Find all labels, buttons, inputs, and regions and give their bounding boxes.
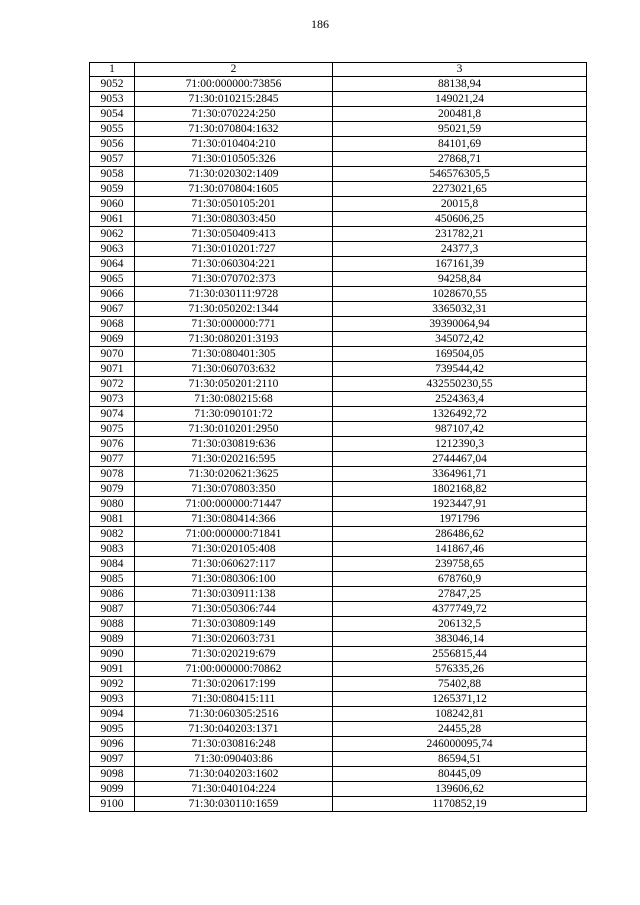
table-header-row <box>90 63 587 77</box>
row-number-cell: 9058 <box>90 167 135 182</box>
cadastral-number-cell: 71:30:030809:149 <box>135 617 333 632</box>
table-row <box>90 782 587 797</box>
row-number-cell: 9084 <box>90 557 135 572</box>
cadastral-number-cell: 71:30:060304:221 <box>135 257 333 272</box>
row-number-cell: 9063 <box>90 242 135 257</box>
table-row <box>90 647 587 662</box>
table-row <box>90 587 587 602</box>
table-row <box>90 482 587 497</box>
row-number-cell: 9070 <box>90 347 135 362</box>
row-number-cell: 9083 <box>90 542 135 557</box>
table-row <box>90 722 587 737</box>
row-number-cell: 9075 <box>90 422 135 437</box>
table-row <box>90 797 587 812</box>
value-cell: 84101,69 <box>333 137 587 152</box>
cadastral-number-cell: 71:30:080401:305 <box>135 347 333 362</box>
row-number-cell: 9077 <box>90 452 135 467</box>
row-number-cell: 9071 <box>90 362 135 377</box>
row-number-cell: 9067 <box>90 302 135 317</box>
cadastral-number-cell: 71:30:020621:3625 <box>135 467 333 482</box>
value-cell: 1170852,19 <box>333 797 587 812</box>
row-number-cell: 9094 <box>90 707 135 722</box>
value-cell: 2556815,44 <box>333 647 587 662</box>
table-body <box>90 77 587 812</box>
table-row <box>90 677 587 692</box>
row-number-cell: 9053 <box>90 92 135 107</box>
row-number-cell: 9068 <box>90 317 135 332</box>
value-cell: 383046,14 <box>333 632 587 647</box>
row-number-cell: 9069 <box>90 332 135 347</box>
value-cell: 94258,84 <box>333 272 587 287</box>
row-number-cell: 9081 <box>90 512 135 527</box>
value-cell: 239758,65 <box>333 557 587 572</box>
table-row <box>90 92 587 107</box>
row-number-cell: 9061 <box>90 212 135 227</box>
table-row <box>90 257 587 272</box>
value-cell: 86594,51 <box>333 752 587 767</box>
cadastral-number-cell: 71:30:080414:366 <box>135 512 333 527</box>
value-cell: 345072,42 <box>333 332 587 347</box>
cadastral-number-cell: 71:30:030110:1659 <box>135 797 333 812</box>
value-cell: 20015,8 <box>333 197 587 212</box>
value-cell: 576335,26 <box>333 662 587 677</box>
cadastral-number-cell: 71:00:000000:73856 <box>135 77 333 92</box>
row-number-cell: 9095 <box>90 722 135 737</box>
table-row <box>90 512 587 527</box>
table-row <box>90 752 587 767</box>
value-cell: 546576305,5 <box>333 167 587 182</box>
table-row <box>90 527 587 542</box>
table-row <box>90 767 587 782</box>
row-number-cell: 9085 <box>90 572 135 587</box>
table-row <box>90 392 587 407</box>
table-row <box>90 377 587 392</box>
cadastral-number-cell: 71:30:020617:199 <box>135 677 333 692</box>
cadastral-number-cell: 71:30:060305:2516 <box>135 707 333 722</box>
cadastral-number-cell: 71:30:010201:727 <box>135 242 333 257</box>
cadastral-number-cell: 71:30:020603:731 <box>135 632 333 647</box>
value-cell: 139606,62 <box>333 782 587 797</box>
table-row <box>90 347 587 362</box>
table-row <box>90 167 587 182</box>
row-number-cell: 9080 <box>90 497 135 512</box>
value-cell: 1212390,3 <box>333 437 587 452</box>
value-cell: 27868,71 <box>333 152 587 167</box>
row-number-cell: 9096 <box>90 737 135 752</box>
cadastral-number-cell: 71:30:000000:771 <box>135 317 333 332</box>
table-row <box>90 152 587 167</box>
cadastral-number-cell: 71:30:080201:3193 <box>135 332 333 347</box>
cadastral-number-cell: 71:30:010404:210 <box>135 137 333 152</box>
row-number-cell: 9074 <box>90 407 135 422</box>
cadastral-number-cell: 71:30:050306:744 <box>135 602 333 617</box>
cadastral-number-cell: 71:30:030911:138 <box>135 587 333 602</box>
row-number-cell: 9092 <box>90 677 135 692</box>
value-cell: 200481,8 <box>333 107 587 122</box>
cadastral-number-cell: 71:30:020105:408 <box>135 542 333 557</box>
table-row <box>90 452 587 467</box>
data-table <box>89 62 587 812</box>
cadastral-number-cell: 71:30:080303:450 <box>135 212 333 227</box>
cadastral-number-cell: 71:30:070224:250 <box>135 107 333 122</box>
table-row <box>90 197 587 212</box>
table-row <box>90 497 587 512</box>
value-cell: 24377,3 <box>333 242 587 257</box>
row-number-cell: 9082 <box>90 527 135 542</box>
cadastral-number-cell: 71:00:000000:70862 <box>135 662 333 677</box>
row-number-cell: 9062 <box>90 227 135 242</box>
table-row <box>90 467 587 482</box>
row-number-cell: 9086 <box>90 587 135 602</box>
value-cell: 450606,25 <box>333 212 587 227</box>
value-cell: 3365032,31 <box>333 302 587 317</box>
row-number-cell: 9072 <box>90 377 135 392</box>
value-cell: 95021,59 <box>333 122 587 137</box>
cadastral-number-cell: 71:30:030816:248 <box>135 737 333 752</box>
value-cell: 3364961,71 <box>333 467 587 482</box>
value-cell: 739544,42 <box>333 362 587 377</box>
value-cell: 1265371,12 <box>333 692 587 707</box>
value-cell: 149021,24 <box>333 92 587 107</box>
cadastral-number-cell: 71:30:080306:100 <box>135 572 333 587</box>
cadastral-number-cell: 71:30:050201:2110 <box>135 377 333 392</box>
table-row <box>90 107 587 122</box>
row-number-cell: 9099 <box>90 782 135 797</box>
table-row <box>90 617 587 632</box>
cadastral-number-cell: 71:30:030819:636 <box>135 437 333 452</box>
cadastral-number-cell: 71:30:070702:373 <box>135 272 333 287</box>
value-cell: 27847,25 <box>333 587 587 602</box>
cadastral-number-cell: 71:30:090403:86 <box>135 752 333 767</box>
row-number-cell: 9087 <box>90 602 135 617</box>
cadastral-number-cell: 71:30:040203:1371 <box>135 722 333 737</box>
table-row <box>90 77 587 92</box>
row-number-cell: 9054 <box>90 107 135 122</box>
row-number-cell: 9093 <box>90 692 135 707</box>
row-number-cell: 9098 <box>90 767 135 782</box>
cadastral-number-cell: 71:30:040203:1602 <box>135 767 333 782</box>
table-row <box>90 662 587 677</box>
cadastral-number-cell: 71:30:010201:2950 <box>135 422 333 437</box>
table-row <box>90 557 587 572</box>
cadastral-number-cell: 71:30:070803:350 <box>135 482 333 497</box>
value-cell: 88138,94 <box>333 77 587 92</box>
value-cell: 286486,62 <box>333 527 587 542</box>
cadastral-number-cell: 71:30:060703:632 <box>135 362 333 377</box>
table-row <box>90 707 587 722</box>
value-cell: 1971796 <box>333 512 587 527</box>
table-row <box>90 122 587 137</box>
row-number-cell: 9076 <box>90 437 135 452</box>
cadastral-number-cell: 71:30:020216:595 <box>135 452 333 467</box>
cadastral-number-cell: 71:30:020302:1409 <box>135 167 333 182</box>
table-row <box>90 317 587 332</box>
value-cell: 987107,42 <box>333 422 587 437</box>
row-number-cell: 9056 <box>90 137 135 152</box>
cadastral-number-cell: 71:00:000000:71447 <box>135 497 333 512</box>
column-header-3: 3 <box>333 63 587 77</box>
cadastral-number-cell: 71:30:070804:1605 <box>135 182 333 197</box>
value-cell: 108242,81 <box>333 707 587 722</box>
value-cell: 169504,05 <box>333 347 587 362</box>
cadastral-number-cell: 71:30:070804:1632 <box>135 122 333 137</box>
table-row <box>90 137 587 152</box>
table-row <box>90 212 587 227</box>
value-cell: 4377749,72 <box>333 602 587 617</box>
table-row <box>90 437 587 452</box>
value-cell: 1923447,91 <box>333 497 587 512</box>
table-row <box>90 737 587 752</box>
value-cell: 2273021,65 <box>333 182 587 197</box>
value-cell: 80445,09 <box>333 767 587 782</box>
value-cell: 2524363,4 <box>333 392 587 407</box>
cadastral-number-cell: 71:30:010505:326 <box>135 152 333 167</box>
table-row <box>90 182 587 197</box>
cadastral-number-cell: 71:30:080415:111 <box>135 692 333 707</box>
value-cell: 1802168,82 <box>333 482 587 497</box>
table-row <box>90 242 587 257</box>
row-number-cell: 9100 <box>90 797 135 812</box>
value-cell: 231782,21 <box>333 227 587 242</box>
table-row <box>90 572 587 587</box>
row-number-cell: 9065 <box>90 272 135 287</box>
row-number-cell: 9091 <box>90 662 135 677</box>
table-row <box>90 602 587 617</box>
value-cell: 246000095,74 <box>333 737 587 752</box>
table-row <box>90 632 587 647</box>
value-cell: 24455,28 <box>333 722 587 737</box>
value-cell: 432550230,55 <box>333 377 587 392</box>
cadastral-number-cell: 71:00:000000:71841 <box>135 527 333 542</box>
table-row <box>90 362 587 377</box>
value-cell: 141867,46 <box>333 542 587 557</box>
row-number-cell: 9097 <box>90 752 135 767</box>
value-cell: 39390064,94 <box>333 317 587 332</box>
row-number-cell: 9055 <box>90 122 135 137</box>
cadastral-number-cell: 71:30:020219:679 <box>135 647 333 662</box>
row-number-cell: 9078 <box>90 467 135 482</box>
column-header-2: 2 <box>135 63 333 77</box>
value-cell: 678760,9 <box>333 572 587 587</box>
cadastral-number-cell: 71:30:010215:2845 <box>135 92 333 107</box>
table-row <box>90 272 587 287</box>
row-number-cell: 9090 <box>90 647 135 662</box>
table-row <box>90 542 587 557</box>
cadastral-number-cell: 71:30:080215:68 <box>135 392 333 407</box>
value-cell: 2744467,04 <box>333 452 587 467</box>
value-cell: 1028670,55 <box>333 287 587 302</box>
value-cell: 167161,39 <box>333 257 587 272</box>
row-number-cell: 9059 <box>90 182 135 197</box>
table-row <box>90 302 587 317</box>
row-number-cell: 9066 <box>90 287 135 302</box>
row-number-cell: 9079 <box>90 482 135 497</box>
table-row <box>90 422 587 437</box>
row-number-cell: 9060 <box>90 197 135 212</box>
table-row <box>90 287 587 302</box>
cadastral-number-cell: 71:30:040104:224 <box>135 782 333 797</box>
value-cell: 75402,88 <box>333 677 587 692</box>
value-cell: 1326492,72 <box>333 407 587 422</box>
page-number: 186 <box>311 17 329 31</box>
column-header-1: 1 <box>90 63 135 77</box>
row-number-cell: 9089 <box>90 632 135 647</box>
cadastral-number-cell: 71:30:090101:72 <box>135 407 333 422</box>
row-number-cell: 9088 <box>90 617 135 632</box>
cadastral-number-cell: 71:30:050105:201 <box>135 197 333 212</box>
row-number-cell: 9073 <box>90 392 135 407</box>
cadastral-number-cell: 71:30:060627:117 <box>135 557 333 572</box>
cadastral-number-cell: 71:30:030111:9728 <box>135 287 333 302</box>
row-number-cell: 9064 <box>90 257 135 272</box>
row-number-cell: 9052 <box>90 77 135 92</box>
table-row <box>90 407 587 422</box>
table-row <box>90 227 587 242</box>
table-row <box>90 332 587 347</box>
row-number-cell: 9057 <box>90 152 135 167</box>
value-cell: 206132,5 <box>333 617 587 632</box>
cadastral-number-cell: 71:30:050202:1344 <box>135 302 333 317</box>
cadastral-number-cell: 71:30:050409:413 <box>135 227 333 242</box>
table-row <box>90 692 587 707</box>
